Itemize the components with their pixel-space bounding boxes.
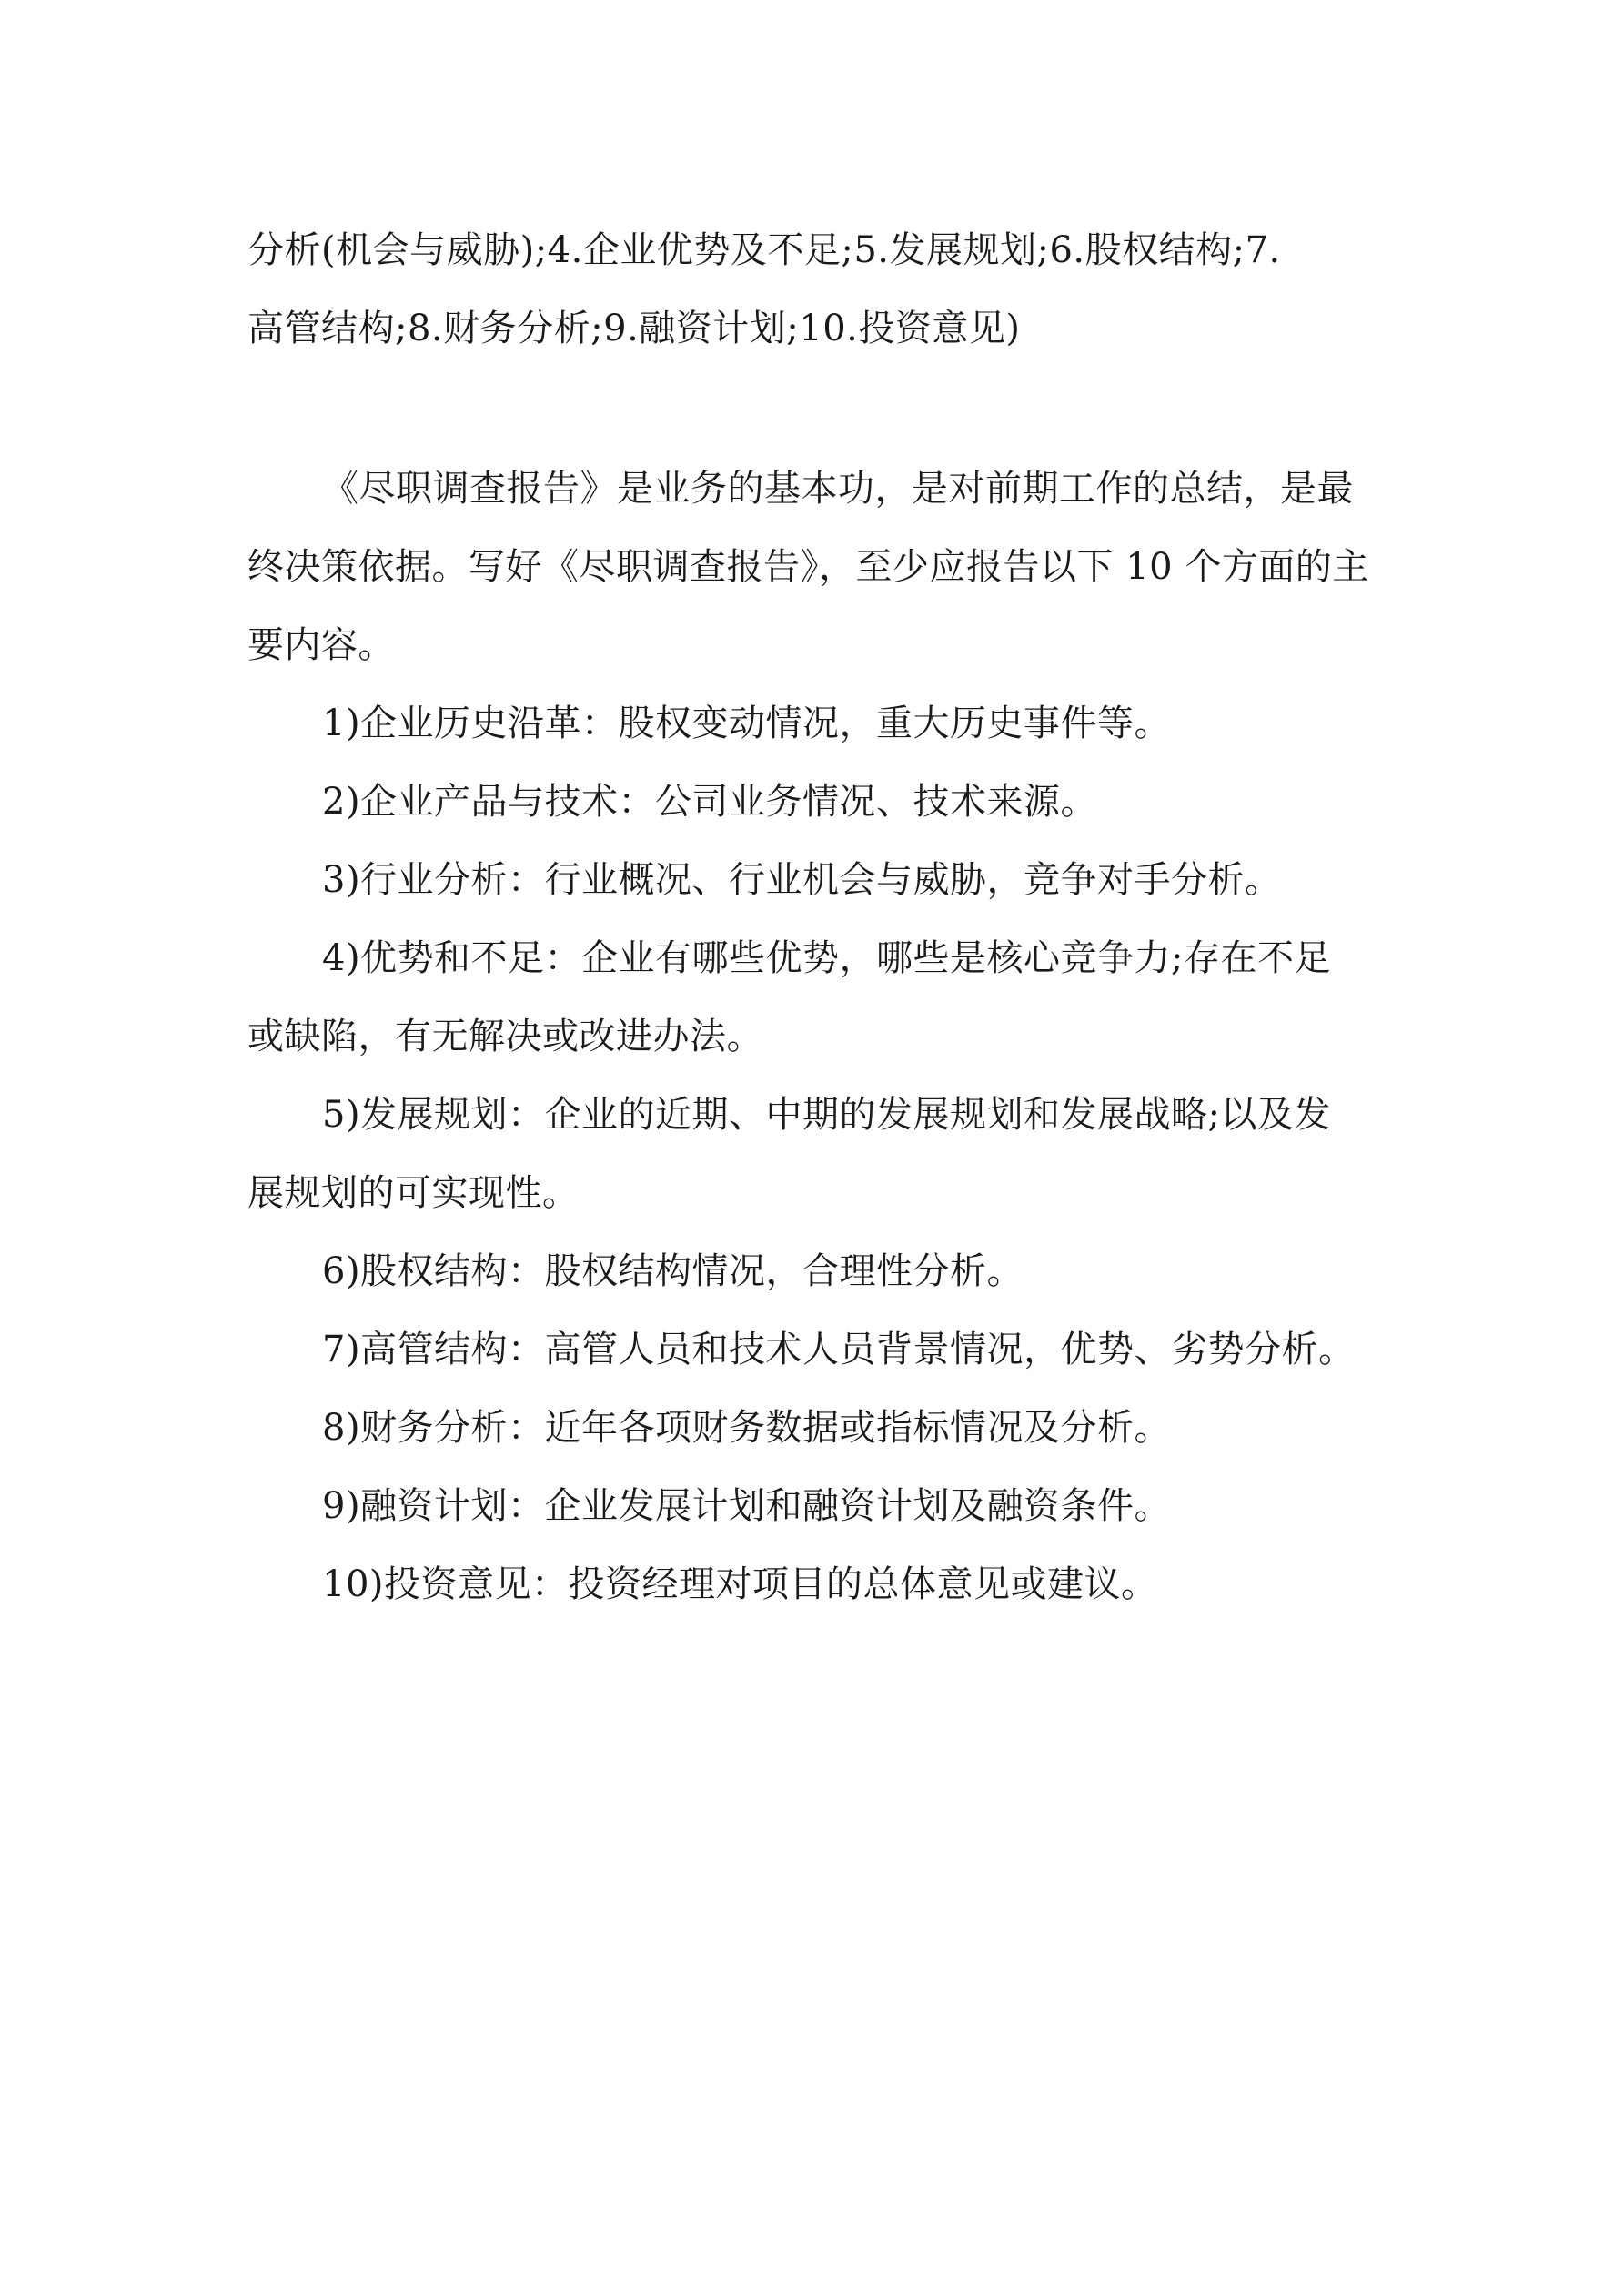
list-item-finance: 8)财务分析：近年各项财务数据或指标情况及分析。 xyxy=(322,1407,1172,1449)
summary-line-2: 终决策依据。写好《尽职调查报告》，至少应报告以下 10 个方面的主 xyxy=(247,546,1369,588)
list-item-industry: 3)行业分析：行业概况、行业机会与威胁，竞争对手分析。 xyxy=(322,859,1282,901)
list-item-planning: 5)发展规划：企业的近期、中期的发展规划和发展战略;以及发 xyxy=(322,1094,1332,1136)
summary-line-1: 《尽职调查报告》是业务的基本功，是对前期工作的总结，是最 xyxy=(322,468,1354,510)
intro-line-2: 高管结构;8.财务分析;9.融资计划;10.投资意见) xyxy=(247,308,1021,349)
list-item-products: 2)企业产品与技术：公司业务情况、技术来源。 xyxy=(322,781,1098,823)
intro-line-1: 分析(机会与威胁);4.企业优势及不足;5.发展规划;6.股权结构;7. xyxy=(247,229,1281,271)
list-item-equity: 6)股权结构：股权结构情况，合理性分析。 xyxy=(322,1250,1024,1292)
list-item-strengths-cont: 或缺陷，有无解决或改进办法。 xyxy=(247,1016,763,1057)
list-item-history: 1)企业历史沿革：股权变动情况，重大历史事件等。 xyxy=(322,703,1172,744)
summary-line-3: 要内容。 xyxy=(247,624,395,666)
list-item-investment: 10)投资意见：投资经理对项目的总体意见或建议。 xyxy=(322,1563,1158,1605)
list-item-planning-cont: 展规划的可实现性。 xyxy=(247,1172,580,1214)
list-item-financing: 9)融资计划：企业发展计划和融资计划及融资条件。 xyxy=(322,1485,1172,1527)
list-item-strengths: 4)优势和不足：企业有哪些优势，哪些是核心竞争力;存在不足 xyxy=(322,937,1332,979)
document-page xyxy=(247,211,1396,1623)
list-item-management: 7)高管结构：高管人员和技术人员背景情况，优势、劣势分析。 xyxy=(322,1329,1356,1371)
paragraph-gap xyxy=(247,368,1396,450)
